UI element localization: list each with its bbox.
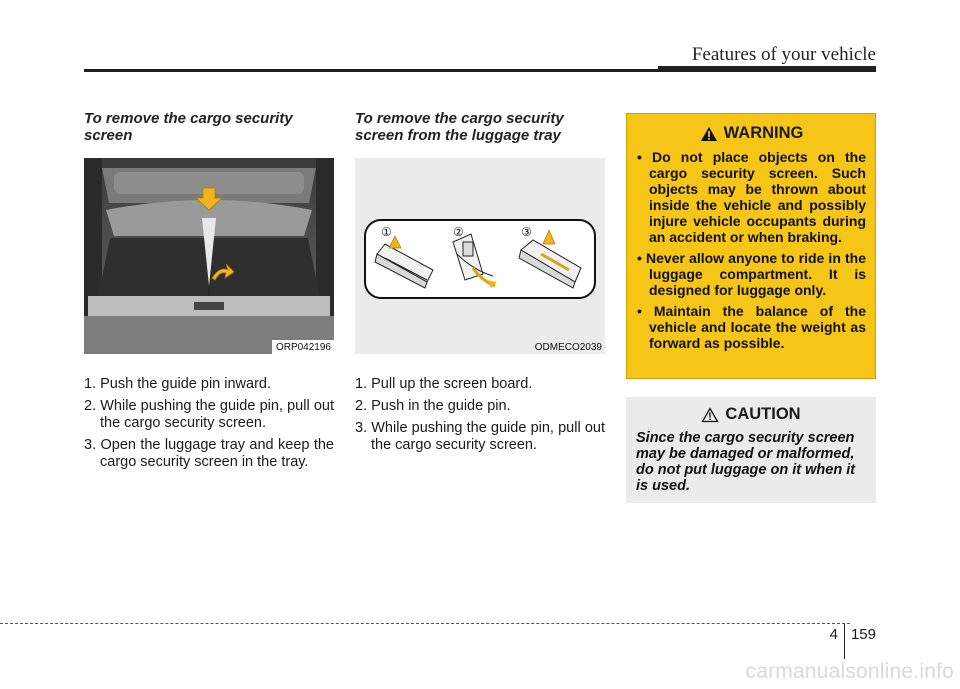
chapter-number: 4 [829,626,838,643]
figure-label: ODMECO2039 [531,340,605,354]
page-number-value: 159 [844,624,876,659]
step-marker-2: ② [453,225,464,239]
step-item: 2. While pushing the guide pin, pull out the cargo security screen. [84,398,334,431]
warning-heading-text: WARNING [723,124,804,142]
warning-heading [637,124,866,143]
step-item: 1. Push the guide pin inward. [84,376,272,392]
instruction-steps [84,376,334,471]
footer-rule [0,623,850,624]
cargo-area-photo [84,158,334,354]
warning-box [626,113,876,379]
caution-text: Since the cargo security screen may be damaged or malformed, do not put luggage on it when it is used. [636,430,856,494]
header-rule-accent [658,66,876,72]
instruction-steps [355,376,605,454]
page-header-title: Features of your vehicle [691,44,876,65]
caution-heading-text: CAUTION [725,405,801,423]
warning-triangle-icon [700,126,718,142]
caution-box [626,397,876,503]
step-item: 3. Open the luggage tray and keep the cargo security screen in the tray. [84,437,334,470]
warning-item: • Do not place objects on the cargo security screen. Such objects may be thrown about inside the vehicle and possibly injure vehicle occupants during an accident or when braking. [637,149,866,245]
warning-item: • Never allow anyone to ride in the luggage compartment. It is designed for luggage only. [637,250,866,298]
step-item: 1. Pull up the screen board. [355,376,533,392]
section-remove-from-tray [355,110,605,459]
figure-label: ORP042196 [272,340,334,354]
caution-triangle-icon [701,407,719,423]
tray-illustration-drawing [355,158,605,354]
page-number [830,624,876,659]
section-title: To remove the cargo security screen [84,110,293,144]
step-item: 3. While pushing the guide pin, pull out the cargo security screen. [355,420,605,453]
step-marker-1: ① [381,225,392,239]
warning-item: • Maintain the balance of the vehicle and locate the weight as forward as possible. [637,303,866,351]
section-remove-cargo-screen [84,110,334,476]
step-item: 2. Push in the guide pin. [355,398,511,414]
tray-illustration [355,158,605,354]
cargo-photo-drawing [84,158,334,354]
caution-heading [636,405,866,424]
step-marker-3: ③ [521,225,532,239]
section-title: To remove the cargo security screen from the luggage tray [355,110,564,144]
warning-list [637,149,866,351]
watermark: carmanualsonline.info [745,660,954,683]
